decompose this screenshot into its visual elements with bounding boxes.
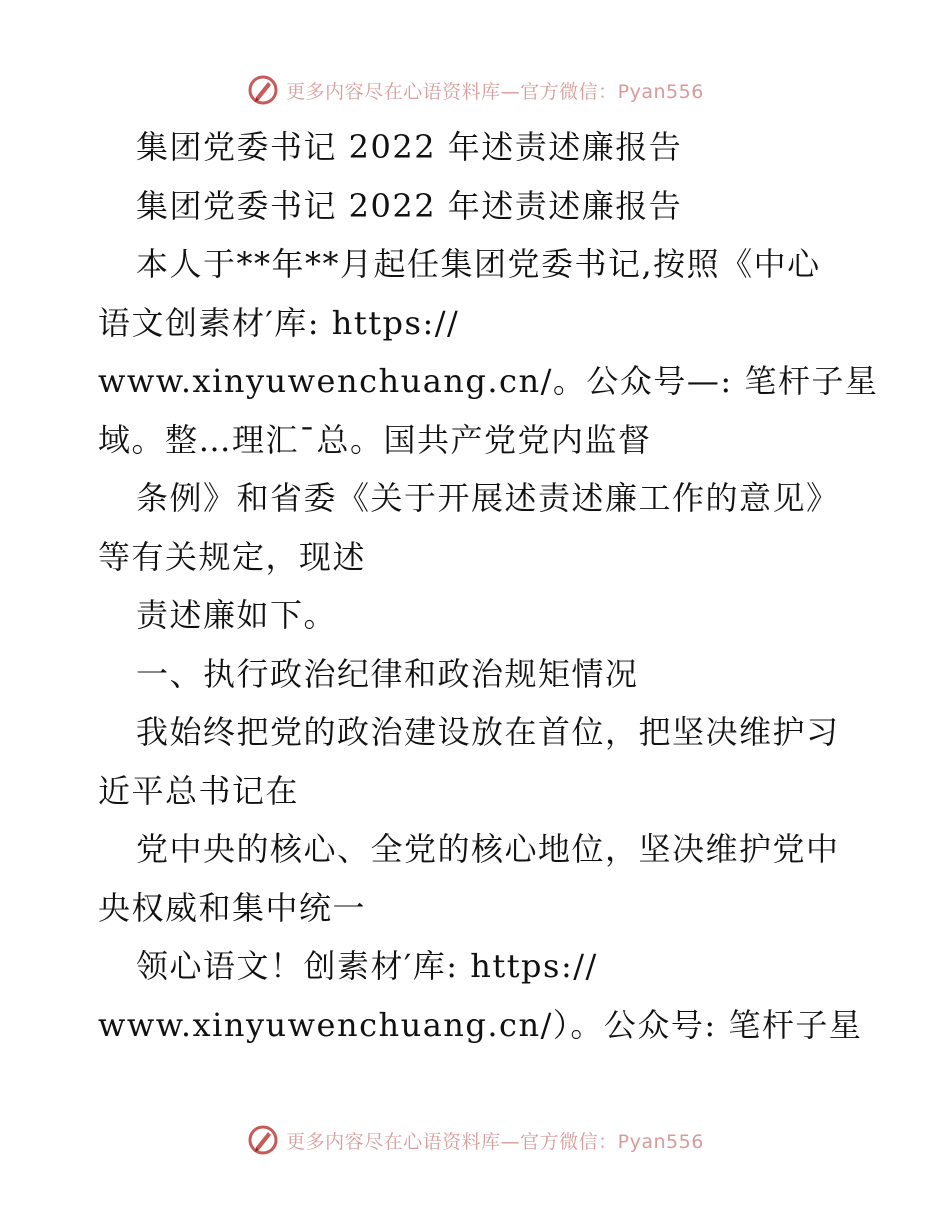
doc-title-repeat: 集团党委书记 2022 年述责述廉报告 — [136, 186, 683, 225]
watermark-text: 更多内容尽在心语资料库—官方微信：Pyan556 — [286, 1130, 704, 1153]
pen-nib-logo-icon — [246, 73, 280, 107]
watermark-text: 更多内容尽在心语资料库—官方微信：Pyan556 — [286, 80, 704, 103]
doc-line: 党中央的核心、全党的核心地位，坚决维护党中 — [136, 830, 840, 868]
section-heading: 一、执行政治纪律和政治规矩情况 — [136, 654, 639, 693]
doc-line: 央权威和集中统一 — [98, 888, 367, 927]
doc-line: www.xinyuwenchuang.cn/。公众号—: 笔杆子星 — [98, 362, 879, 400]
doc-line: 领心语文！创素材′库: https:// — [136, 947, 598, 985]
doc-line: 近平总书记在 — [98, 771, 300, 810]
doc-line: 我始终把党的政治建设放在首位，把坚决维护习 — [136, 713, 840, 751]
doc-line: 责述廉如下。 — [136, 596, 338, 634]
footer-watermark — [0, 1120, 950, 1160]
header-watermark — [0, 70, 950, 110]
doc-line: 域。整…理汇¯总。国共产党党内监督 — [98, 420, 652, 459]
document-body — [98, 118, 879, 1054]
doc-line: www.xinyuwenchuang.cn/）。公众号: 笔杆子星 — [98, 1005, 863, 1044]
pen-nib-logo-icon — [246, 1123, 280, 1157]
doc-line: 本人于**年**月起任集团党委书记,按照《中心 — [136, 245, 821, 283]
doc-line: 条例》和省委《关于开展述责述廉工作的意见》 — [136, 479, 840, 517]
doc-line: 语文创素材′库: https:// — [98, 303, 460, 342]
doc-line: 等有关规定，现述 — [98, 537, 367, 576]
doc-title: 集团党委书记 2022 年述责述廉报告 — [136, 128, 683, 166]
